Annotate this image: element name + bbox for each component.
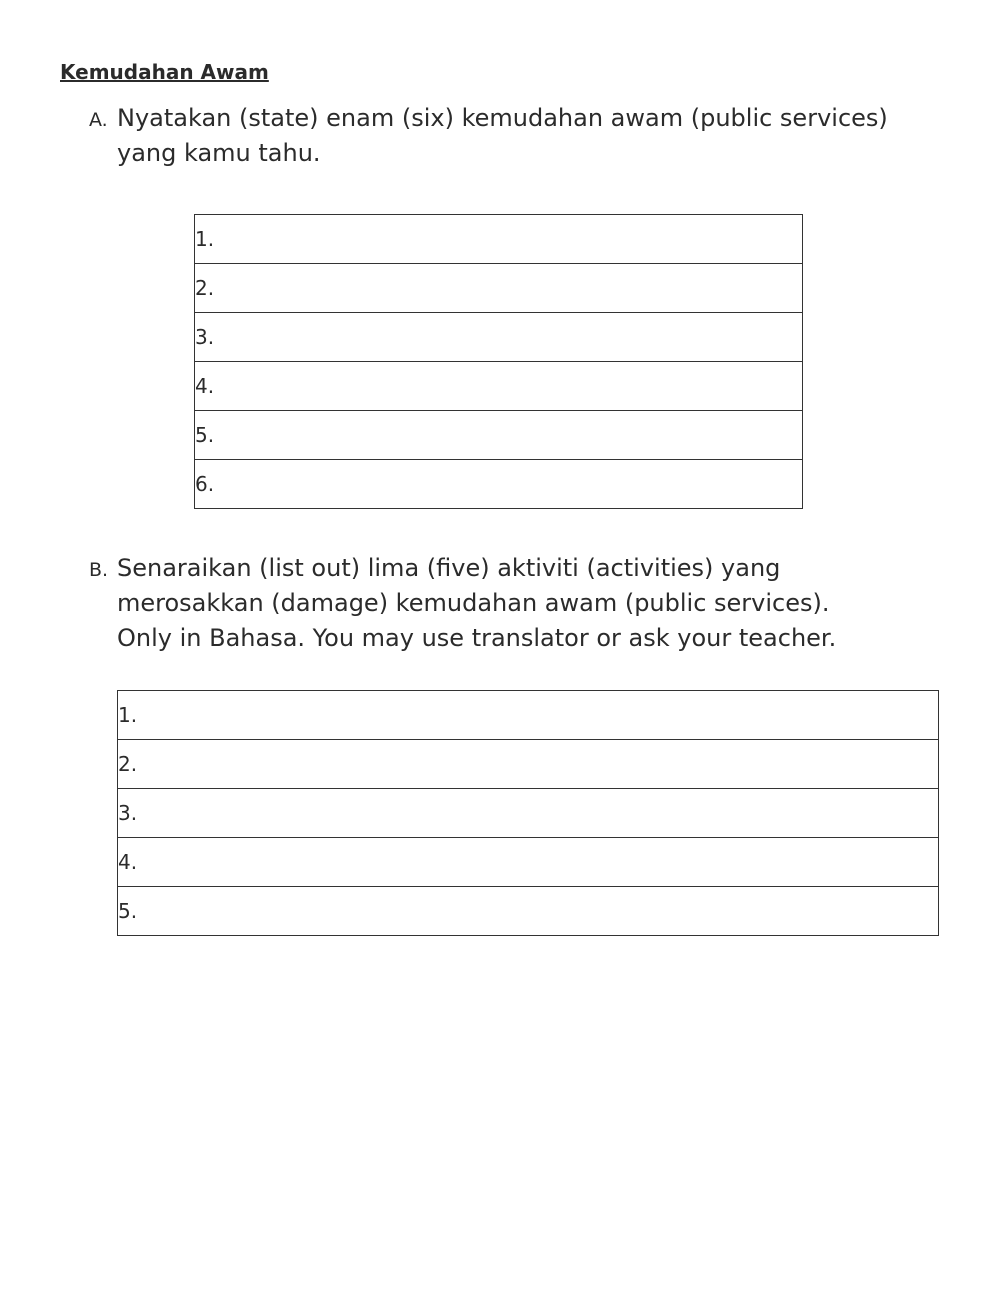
question-a [89,101,967,171]
question-b [89,551,977,656]
table-row[interactable] [195,362,803,411]
row-number: 3. [118,789,939,838]
table-row[interactable] [118,691,939,740]
table-row[interactable] [195,411,803,460]
question-b-line-1: Senaraikan (list out) lima (five) aktiviti (activities) yang [117,554,781,582]
question-b-line-3: Only in Bahasa. You may use translator or ask your teacher. [117,624,837,652]
row-number: 4. [118,838,939,887]
table-row[interactable] [118,838,939,887]
row-number: 1. [195,215,803,264]
table-row[interactable] [195,264,803,313]
table-row[interactable] [195,460,803,509]
question-b-line-2: merosakkan (damage) kemudahan awam (public services). [117,589,830,617]
answer-table-a [194,214,803,509]
question-a-letter: A. [89,109,108,131]
row-number: 3. [195,313,803,362]
page-title: Kemudahan Awam [60,60,269,84]
table-row[interactable] [195,215,803,264]
row-number: 5. [118,887,939,936]
row-number: 5. [195,411,803,460]
row-number: 4. [195,362,803,411]
row-number: 2. [195,264,803,313]
answer-table-b [117,690,939,936]
question-b-letter: B. [89,559,109,581]
row-number: 6. [195,460,803,509]
row-number: 1. [118,691,939,740]
table-row[interactable] [195,313,803,362]
table-row[interactable] [118,740,939,789]
table-row[interactable] [118,789,939,838]
table-row[interactable] [118,887,939,936]
question-a-line-1: Nyatakan (state) enam (six) kemudahan awam (public services) [117,104,888,132]
question-a-line-2: yang kamu tahu. [117,139,321,167]
row-number: 2. [118,740,939,789]
